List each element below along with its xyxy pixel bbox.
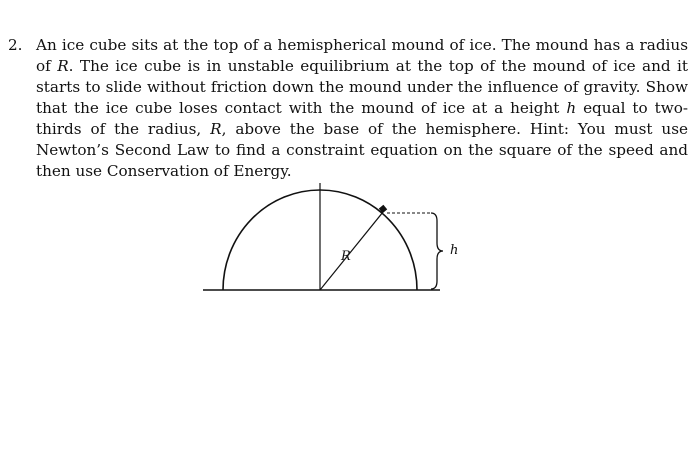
statement-part-4: , above the base of the hemisphere. Hint: You must use Newton’s Second Law to find a constraint equation on the square of the speed and then use Conservation of Energy.: [36, 120, 688, 180]
statement-part-3: equal to two-thirds of the radius,: [36, 99, 688, 138]
problem-statement: [36, 35, 688, 182]
hemisphere-diagram: [195, 175, 475, 300]
problem-number: 2.: [8, 36, 23, 54]
diagram-svg: [195, 175, 475, 300]
var-R-2: R: [210, 120, 222, 138]
height-label: h: [450, 243, 459, 258]
statement-part-1: An ice cube sits at the top of a hemispherical mound of ice. The mound has a radius of: [36, 36, 688, 75]
radius-label: R: [341, 249, 351, 264]
radius-line: [320, 212, 383, 290]
height-brace: [431, 213, 443, 289]
var-R: R: [57, 57, 69, 75]
statement-part-2: . The ice cube is in unstable equilibrium at the top of the mound of ice and it starts to slide without friction down the mound under the influence of gravity. Show that the ice cube loses contact with the mound of ice at a height: [36, 57, 688, 117]
var-h: h: [566, 99, 577, 117]
problem-2: [8, 35, 688, 182]
